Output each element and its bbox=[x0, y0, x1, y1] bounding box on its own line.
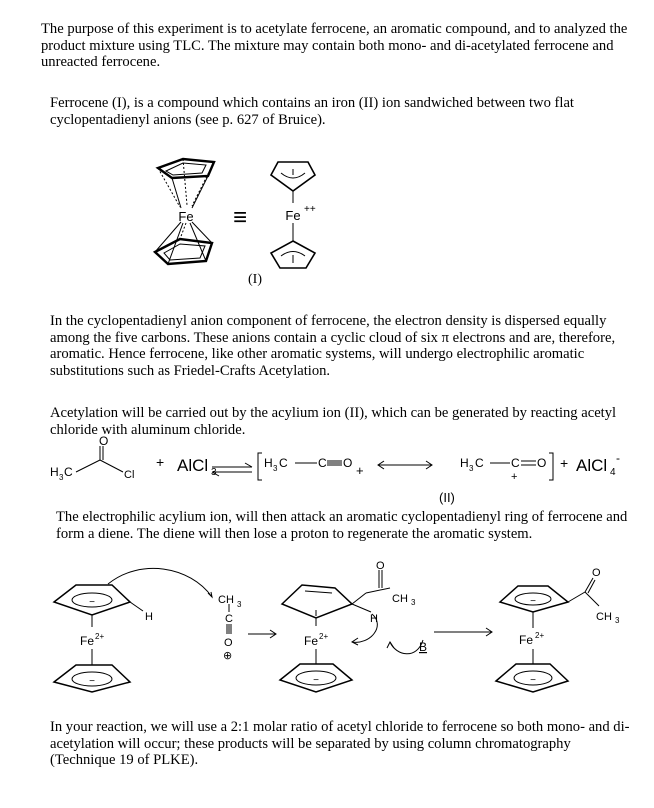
acetyl-c-label: C bbox=[64, 465, 73, 479]
acetyl-h-label: H bbox=[50, 465, 59, 479]
fe2-label: Fe bbox=[304, 634, 319, 648]
structure-II-label: (II) bbox=[439, 490, 455, 505]
fe-left-label: Fe bbox=[178, 209, 194, 224]
structure-I-label: (I) bbox=[248, 272, 262, 287]
oxocarbenium-plus: + bbox=[511, 471, 518, 483]
acylium-ch3-label: CH bbox=[218, 594, 234, 606]
acylium-c1-label: C bbox=[279, 456, 288, 470]
acylium-plus: + bbox=[356, 463, 364, 478]
intermediate-ch3-label: CH bbox=[392, 593, 408, 605]
acylium-ch3-sub: 3 bbox=[237, 600, 242, 609]
product-o-label: O bbox=[592, 567, 601, 579]
ring3-minus: − bbox=[313, 675, 319, 686]
ring2-minus: − bbox=[89, 676, 95, 687]
ferrocene-structure-diagram bbox=[140, 145, 340, 275]
fe3-label: Fe bbox=[519, 633, 534, 647]
product-ch3-sub: 3 bbox=[615, 616, 620, 625]
product-ring-minus: − bbox=[530, 596, 536, 607]
intermediate-o-label: O bbox=[376, 560, 385, 572]
product-ring2-minus: − bbox=[530, 675, 536, 686]
mechanism-scheme-diagram bbox=[40, 560, 640, 700]
acetyl-o-label: O bbox=[99, 434, 109, 448]
product-ch3-label: CH bbox=[596, 611, 612, 623]
alcl4-label: AlCl bbox=[576, 456, 608, 475]
acylium-plus-circle: ⊕ bbox=[223, 650, 233, 662]
alcl3-sub3: 3 bbox=[211, 467, 217, 478]
acylium-scheme-diagram bbox=[40, 434, 630, 490]
ring1-h-label: H bbox=[145, 611, 153, 623]
oxocarbenium-c2-label: C bbox=[511, 456, 520, 470]
acylium-h-label: H bbox=[264, 456, 273, 470]
acetyl-cl-label: Cl bbox=[124, 469, 135, 481]
oxocarbenium-sub3: 3 bbox=[469, 464, 474, 473]
ferrocene-paragraph: Ferrocene (I), is a compound which contains an iron (II) ion sandwiched between two flat cyclopentadienyl anions (see p. 627 of Bruice). bbox=[50, 95, 574, 128]
plus-sign-1: + bbox=[156, 454, 165, 470]
fe1-charge: 2+ bbox=[95, 632, 105, 641]
ring1-minus: − bbox=[89, 597, 95, 608]
equivalence-symbol: ≡ bbox=[232, 204, 248, 231]
fe1-label: Fe bbox=[80, 634, 95, 648]
acylium-o-label: O bbox=[343, 456, 353, 470]
fe-right-charge: ++ bbox=[304, 204, 316, 215]
intermediate-ch3-sub: 3 bbox=[411, 598, 416, 607]
fe2-charge: 2+ bbox=[319, 632, 329, 641]
aromaticity-paragraph: In the cyclopentadienyl anion component of ferrocene, the electron density is dispersed equally among the five carbons. These anions contain a cyclic cloud of six π electrons and are, therefore, aromatic. Hence ferrocene, like other aromatic systems, will undergo electrophilic aromatic substitutions such as Friedel-Crafts Acetylation. bbox=[50, 313, 616, 379]
acetyl-sub3: 3 bbox=[59, 473, 64, 482]
alcl4-sub4: 4 bbox=[610, 467, 616, 478]
plus-sign-2: + bbox=[560, 455, 569, 471]
reaction-paragraph: In your reaction, we will use a 2:1 molar ratio of acetyl chloride to ferrocene so both mono- and di-acetylation will occur; these products will be separated by using column chromatography (Technique 19 of PLKE). bbox=[50, 719, 630, 769]
acylium-sub3: 3 bbox=[273, 464, 278, 473]
alcl4-minus: - bbox=[616, 451, 620, 465]
oxocarbenium-o-label: O bbox=[537, 456, 547, 470]
base-label: B bbox=[419, 640, 428, 654]
oxocarbenium-c1-label: C bbox=[475, 456, 484, 470]
intermediate-h-label: H bbox=[370, 613, 378, 625]
alcl3-label: AlCl bbox=[177, 456, 209, 475]
fe-right-label: Fe bbox=[285, 208, 301, 223]
attack-paragraph: The electrophilic acylium ion, will then attack an aromatic cyclopentadienyl ring of ferrocene and form a diene. The diene will then lose a proton to regenerate the aromatic system. bbox=[56, 509, 628, 542]
intro-paragraph: The purpose of this experiment is to acetylate ferrocene, an aromatic compound, and to analyzed the product mixture using TLC. The mixture may contain both mono- and di-acetylated ferrocene and unreacted ferrocene. bbox=[41, 21, 628, 71]
oxocarbenium-h-label: H bbox=[460, 456, 469, 470]
acylium-c2-label: C bbox=[318, 456, 327, 470]
acylium-o-label: O bbox=[224, 637, 233, 649]
fe3-charge: 2+ bbox=[535, 631, 545, 640]
acylium-c-label: C bbox=[225, 613, 233, 625]
acylium-paragraph: Acetylation will be carried out by the acylium ion (II), which can be generated by reacting acetyl chloride with aluminum chloride. bbox=[50, 405, 617, 438]
